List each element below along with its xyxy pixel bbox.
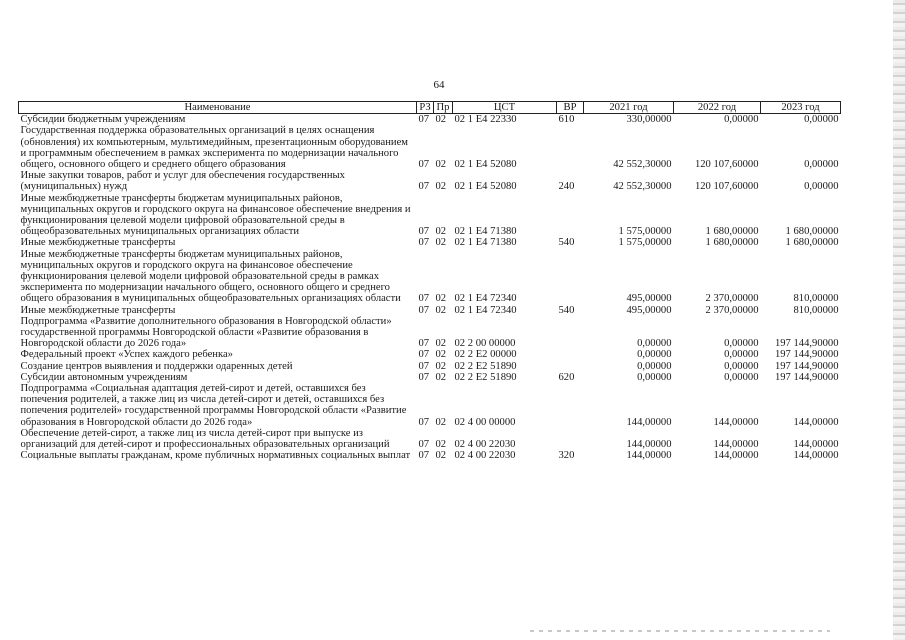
header-2021: 2021 год bbox=[584, 102, 674, 114]
row-2021: 144,00000 bbox=[626, 439, 672, 451]
row-pr: 02 bbox=[435, 159, 447, 171]
scan-dots-artifact bbox=[530, 630, 830, 632]
row-pr: 02 bbox=[435, 293, 447, 305]
row-rz: 07 bbox=[418, 349, 430, 361]
row-2023: 0,00000 bbox=[804, 159, 839, 171]
row-name: Создание центров выявления и поддержки одаренных детей bbox=[20, 360, 293, 372]
row-vr: 610 bbox=[558, 114, 575, 126]
row-name: Государственная поддержка образовательных организаций в целях оснащения (обновления) их компьютерным, мультимедийным, презентационным оборудованием и программным обеспечением в рамках эксперимента по модернизации начального общего, основного общего и среднего общего образования bbox=[20, 125, 408, 171]
row-vr bbox=[557, 361, 584, 372]
table-row bbox=[19, 383, 841, 428]
row-2022: 0,00000 bbox=[724, 360, 759, 372]
table-row bbox=[19, 249, 841, 305]
row-2023: 810,00000 bbox=[793, 293, 839, 305]
row-2022: 0,00000 bbox=[724, 114, 759, 126]
row-vr bbox=[557, 125, 584, 170]
row-pr: 02 bbox=[435, 450, 447, 462]
row-vr bbox=[557, 193, 584, 238]
row-2022: 144,00000 bbox=[713, 416, 759, 428]
row-2023: 197 144,90000 bbox=[774, 349, 839, 361]
row-2021: 0,00000 bbox=[637, 338, 672, 350]
row-2023: 144,00000 bbox=[793, 439, 839, 451]
row-2021: 1 575,00000 bbox=[618, 237, 672, 249]
row-2023: 144,00000 bbox=[793, 450, 839, 462]
row-vr: 620 bbox=[558, 371, 575, 383]
row-pr: 02 bbox=[435, 114, 447, 126]
row-2022: 2 370,00000 bbox=[705, 304, 759, 316]
row-cst: 02 2 00 00000 bbox=[454, 338, 516, 350]
row-cst: 02 1 Е4 71380 bbox=[454, 226, 517, 238]
table-row bbox=[19, 114, 841, 126]
row-2022: 2 370,00000 bbox=[705, 293, 759, 305]
row-cst: 02 4 00 22030 bbox=[454, 439, 516, 451]
row-rz: 07 bbox=[418, 114, 430, 126]
row-2023: 1 680,00000 bbox=[785, 226, 839, 238]
row-name: Иные межбюджетные трансферты бюджетам муниципальных районов, муниципальных округов и городского округа на финансовое обеспечение внедрения и функционирования целевой модели цифровой образовательной среды в общеобразовательных муниципальных организациях области bbox=[20, 192, 411, 238]
row-2023: 0,00000 bbox=[804, 181, 839, 193]
row-rz: 07 bbox=[418, 371, 430, 383]
row-name: Иные межбюджетные трансферты bbox=[20, 237, 176, 249]
row-2023: 144,00000 bbox=[793, 416, 839, 428]
row-2022: 0,00000 bbox=[724, 338, 759, 350]
row-2022: 0,00000 bbox=[724, 371, 759, 383]
row-cst: 02 2 Е2 51890 bbox=[454, 371, 517, 383]
table-row bbox=[19, 170, 841, 192]
table-row bbox=[19, 316, 841, 350]
row-cst: 02 1 Е4 22330 bbox=[454, 114, 517, 126]
row-name: Субсидии бюджетным учреждениям bbox=[20, 114, 186, 126]
row-2022: 0,00000 bbox=[724, 349, 759, 361]
row-2022: 120 107,60000 bbox=[694, 181, 759, 193]
row-name: Социальные выплаты гражданам, кроме публичных нормативных социальных выплат bbox=[20, 450, 411, 462]
row-cst: 02 2 Е2 00000 bbox=[454, 349, 517, 361]
row-rz: 07 bbox=[418, 304, 430, 316]
row-2023: 1 680,00000 bbox=[785, 237, 839, 249]
row-name: Субсидии автономным учреждениям bbox=[20, 371, 188, 383]
row-rz: 07 bbox=[418, 439, 430, 451]
row-vr: 240 bbox=[558, 181, 575, 193]
row-2021: 144,00000 bbox=[626, 416, 672, 428]
header-row bbox=[19, 102, 841, 114]
table-body bbox=[19, 114, 841, 462]
row-pr: 02 bbox=[435, 338, 447, 350]
row-rz: 07 bbox=[418, 338, 430, 350]
row-2021: 495,00000 bbox=[626, 304, 672, 316]
header-pr: Пр bbox=[434, 102, 453, 114]
table-row bbox=[19, 125, 841, 170]
row-pr: 02 bbox=[435, 181, 447, 193]
row-vr bbox=[557, 249, 584, 305]
row-2021: 495,00000 bbox=[626, 293, 672, 305]
row-name: Иные межбюджетные трансферты бюджетам муниципальных районов, муниципальных округов и городского округа на финансовое обеспечение функционирования целевой модели цифровой образовательной среды в рамках эксперимента по модернизации начального общего, основного общего и среднего общего образования в муниципальных общеобразовательных организациях области bbox=[20, 248, 401, 305]
row-2023: 197 144,90000 bbox=[774, 360, 839, 372]
scan-edge-artifact bbox=[893, 0, 905, 640]
row-vr bbox=[557, 383, 584, 428]
row-rz: 07 bbox=[418, 226, 430, 238]
row-cst: 02 4 00 22030 bbox=[454, 450, 516, 462]
row-vr bbox=[557, 428, 584, 450]
row-2022: 144,00000 bbox=[713, 439, 759, 451]
row-pr: 02 bbox=[435, 439, 447, 451]
row-rz: 07 bbox=[418, 360, 430, 372]
table-row bbox=[19, 428, 841, 450]
row-vr bbox=[557, 316, 584, 350]
header-2022: 2022 год bbox=[674, 102, 761, 114]
row-pr: 02 bbox=[435, 304, 447, 316]
row-name: Иные межбюджетные трансферты bbox=[20, 304, 176, 316]
row-rz: 07 bbox=[418, 293, 430, 305]
row-2022: 1 680,00000 bbox=[705, 226, 759, 238]
row-name: Обеспечение детей-сирот, а также лиц из числа детей-сирот при выпуске из организаций для детей-сирот и профессиональных образовательных организаций bbox=[20, 427, 390, 451]
row-cst: 02 1 Е4 72340 bbox=[454, 304, 517, 316]
table-row bbox=[19, 450, 841, 461]
row-cst: 02 2 Е2 51890 bbox=[454, 360, 517, 372]
row-cst: 02 4 00 00000 bbox=[454, 416, 516, 428]
row-2023: 197 144,90000 bbox=[774, 371, 839, 383]
row-vr: 320 bbox=[558, 450, 575, 462]
row-2022: 120 107,60000 bbox=[694, 159, 759, 171]
row-2021: 42 552,30000 bbox=[613, 181, 672, 193]
row-name: Подпрограмма «Развитие дополнительного образования в Новгородской области» государственной программы Новгородской области «Развитие образования в Новгородской области до 2026 года» bbox=[20, 315, 392, 350]
row-2022: 144,00000 bbox=[713, 450, 759, 462]
row-2023: 810,00000 bbox=[793, 304, 839, 316]
header-name: Наименование bbox=[19, 102, 417, 114]
row-2023: 0,00000 bbox=[804, 114, 839, 126]
row-rz: 07 bbox=[418, 181, 430, 193]
row-2021: 0,00000 bbox=[637, 360, 672, 372]
header-cst: ЦСТ bbox=[453, 102, 557, 114]
table-row bbox=[19, 372, 841, 383]
row-rz: 07 bbox=[418, 416, 430, 428]
row-cst: 02 1 Е4 71380 bbox=[454, 237, 517, 249]
row-pr: 02 bbox=[435, 416, 447, 428]
table-row bbox=[19, 305, 841, 316]
row-vr bbox=[557, 349, 584, 360]
row-2021: 0,00000 bbox=[637, 349, 672, 361]
row-rz: 07 bbox=[418, 450, 430, 462]
budget-table bbox=[18, 101, 841, 462]
row-2022: 1 680,00000 bbox=[705, 237, 759, 249]
row-vr: 540 bbox=[558, 304, 575, 316]
header-vr: ВР bbox=[557, 102, 584, 114]
row-2021: 144,00000 bbox=[626, 450, 672, 462]
row-2021: 1 575,00000 bbox=[618, 226, 672, 238]
table-row bbox=[19, 361, 841, 372]
row-vr: 540 bbox=[558, 237, 575, 249]
page-number: 64 bbox=[433, 79, 445, 91]
table-row bbox=[19, 237, 841, 248]
row-pr: 02 bbox=[435, 226, 447, 238]
row-pr: 02 bbox=[435, 237, 447, 249]
row-2021: 42 552,30000 bbox=[613, 159, 672, 171]
row-2023: 197 144,90000 bbox=[774, 338, 839, 350]
row-pr: 02 bbox=[435, 371, 447, 383]
row-name: Подпрограмма «Социальная адаптация детей-сирот и детей, оставшихся без попечения родителей, а также лиц из числа детей-сирот и детей, оставшихся без попечения родителей» государственной программы Новгородской области «Развитие образования в Новгородской области до 2026 года» bbox=[20, 383, 407, 428]
row-cst: 02 1 Е4 72340 bbox=[454, 293, 517, 305]
row-rz: 07 bbox=[418, 237, 430, 249]
row-2021: 330,00000 bbox=[626, 114, 672, 126]
row-rz: 07 bbox=[418, 159, 430, 171]
row-name: Федеральный проект «Успех каждого ребенка» bbox=[20, 349, 233, 361]
row-pr: 02 bbox=[435, 349, 447, 361]
header-rz: РЗ bbox=[417, 102, 434, 114]
row-name: Иные закупки товаров, работ и услуг для обеспечения государственных (муниципальных) нужд bbox=[20, 170, 345, 193]
row-pr: 02 bbox=[435, 360, 447, 372]
row-2021: 0,00000 bbox=[637, 371, 672, 383]
table-row bbox=[19, 193, 841, 238]
header-2023: 2023 год bbox=[761, 102, 841, 114]
row-cst: 02 1 Е4 52080 bbox=[454, 181, 517, 193]
table-row bbox=[19, 349, 841, 360]
row-cst: 02 1 Е4 52080 bbox=[454, 159, 517, 171]
